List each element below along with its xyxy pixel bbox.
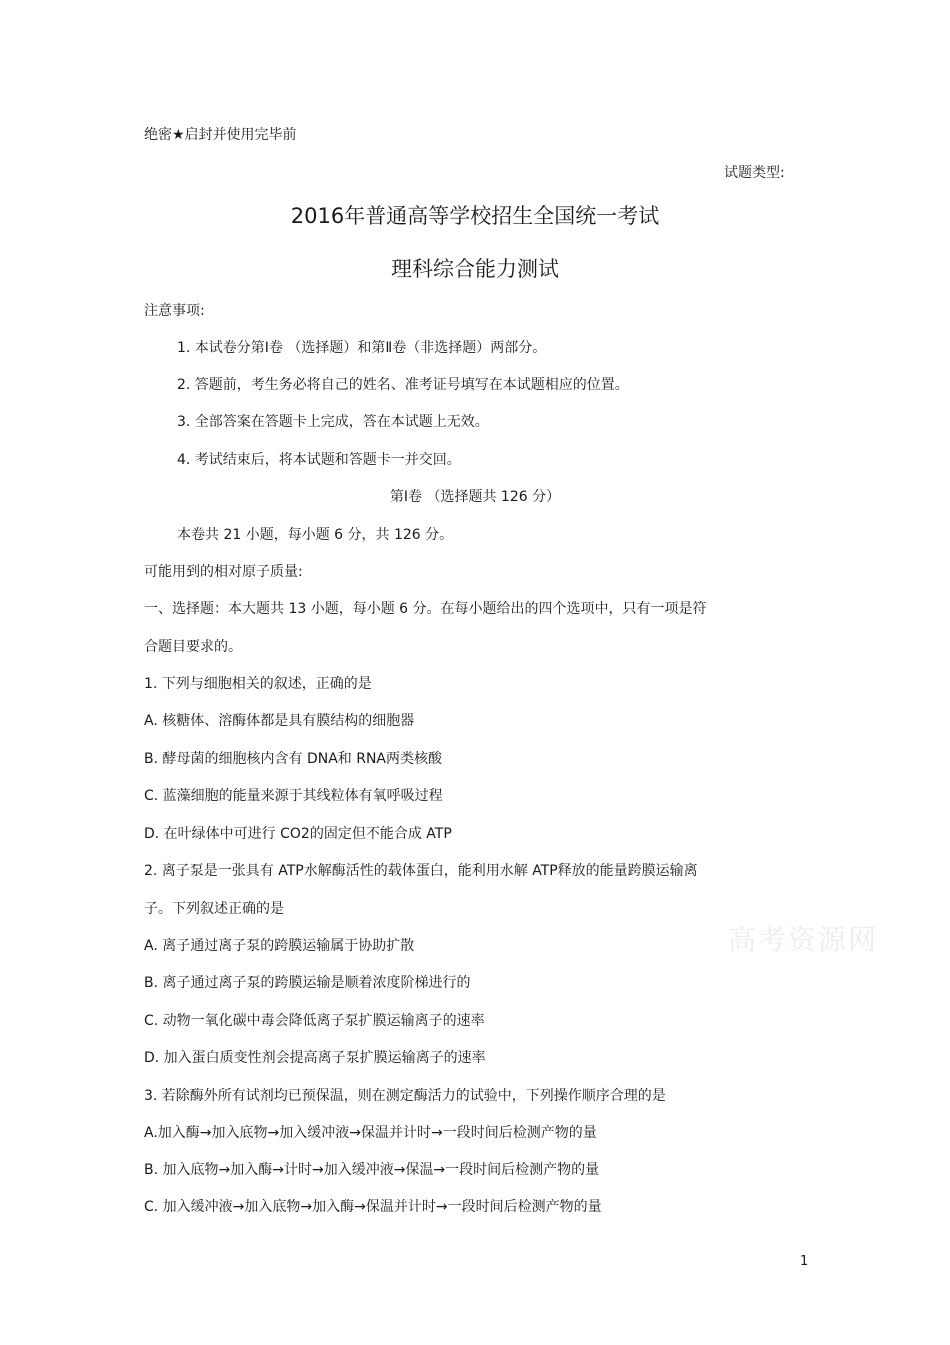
question-1-option-b: B. 酵母菌的细胞核内含有 DNA和 RNA两类核酸 bbox=[144, 751, 443, 767]
section-summary: 本卷共 21 小题，每小题 6 分，共 126 分。 bbox=[177, 527, 454, 543]
question-3-option-c: C. 加入缓冲液→加入底物→加入酶→保温并计时→一段时间后检测产物的量 bbox=[144, 1199, 602, 1215]
notice-heading: 注意事项: bbox=[144, 303, 205, 319]
section-heading: 第Ⅰ卷 （选择题共 126 分） bbox=[389, 489, 561, 505]
page-number: 1 bbox=[800, 1254, 809, 1269]
confidential-line: 绝密★启封并使用完毕前 bbox=[144, 127, 297, 143]
question-2-option-d: D. 加入蛋白质变性剂会提高离子泵扩膜运输离子的速率 bbox=[144, 1050, 486, 1066]
question-1-option-d: D. 在叶绿体中可进行 CO2的固定但不能合成 ATP bbox=[144, 826, 452, 842]
exam-subtitle: 理科综合能力测试 bbox=[391, 257, 559, 281]
question-3-stem: 3. 若除酶外所有试剂均已预保温，则在测定酶活力的试验中，下列操作顺序合理的是 bbox=[144, 1088, 666, 1104]
exam-title: 2016年普通高等学校招生全国统一考试 bbox=[290, 204, 660, 228]
question-2-stem-line-2: 子。下列叙述正确的是 bbox=[144, 901, 284, 917]
question-2-option-a: A. 离子通过离子泵的跨膜运输属于协助扩散 bbox=[144, 938, 415, 954]
part-intro-line-1: 一、选择题：本大题共 13 小题，每小题 6 分。在每小题给出的四个选项中，只有一项是符 bbox=[144, 601, 707, 617]
notice-item: 3. 全部答案在答题卡上完成，答在本试题上无效。 bbox=[177, 414, 489, 430]
notice-item: 1. 本试卷分第Ⅰ卷 （选择题）和第Ⅱ卷（非选择题）两部分。 bbox=[177, 340, 547, 356]
question-3-option-a: A.加入酶→加入底物→加入缓冲液→保温并计时→一段时间后检测产物的量 bbox=[144, 1125, 597, 1141]
notice-item: 4. 考试结束后，将本试题和答题卡一并交回。 bbox=[177, 452, 461, 468]
exam-type-label: 试题类型: bbox=[724, 165, 785, 181]
part-intro-line-2: 合题目要求的。 bbox=[144, 639, 242, 655]
question-3-option-b: B. 加入底物→加入酶→计时→加入缓冲液→保温→一段时间后检测产物的量 bbox=[144, 1162, 600, 1178]
atomic-mass-line: 可能用到的相对原子质量: bbox=[144, 564, 303, 580]
watermark: 高考资源网 bbox=[728, 923, 879, 956]
question-2-stem-line-1: 2. 离子泵是一张具有 ATP水解酶活性的载体蛋白，能利用水解 ATP释放的能量跨膜运输离 bbox=[144, 863, 698, 879]
question-1-option-a: A. 核糖体、溶酶体都是具有膜结构的细胞器 bbox=[144, 713, 415, 729]
question-1-stem: 1. 下列与细胞相关的叙述，正确的是 bbox=[144, 676, 372, 692]
question-2-option-c: C. 动物一氧化碳中毒会降低离子泵扩膜运输离子的速率 bbox=[144, 1013, 485, 1029]
question-2-option-b: B. 离子通过离子泵的跨膜运输是顺着浓度阶梯进行的 bbox=[144, 975, 471, 991]
question-1-option-c: C. 蓝藻细胞的能量来源于其线粒体有氧呼吸过程 bbox=[144, 788, 443, 804]
notice-item: 2. 答题前，考生务必将自己的姓名、准考证号填写在本试题相应的位置。 bbox=[177, 377, 629, 393]
